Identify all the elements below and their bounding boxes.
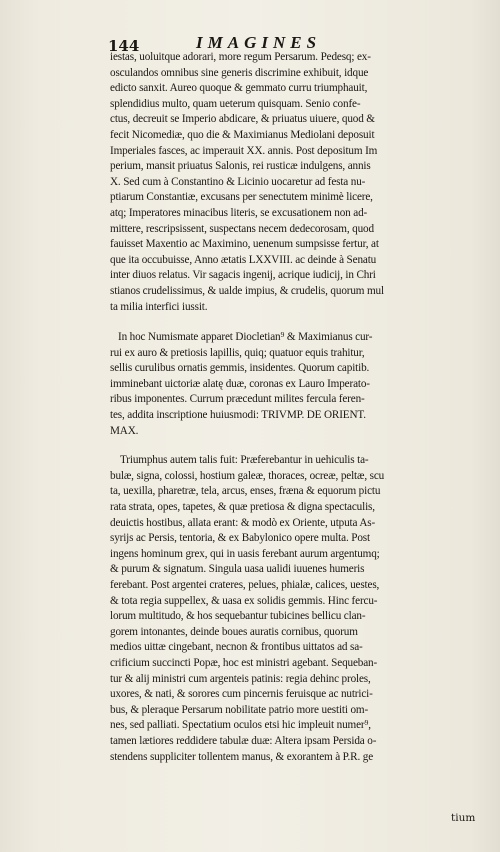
- text-line: deuictis hostibus, allata erant: & modò ex Oriente, utputa As-: [110, 516, 376, 529]
- text-line: ingens hominum grex, qui in uasis ferebant aurum argentumq;: [110, 547, 380, 560]
- text-line: ctus, decreuit se Imperio abdicare, & priuatus uiuere, quod &: [110, 113, 375, 126]
- text-line: fecit Nicomediæ, quo die & Maximianus Mediolani deposuit: [110, 128, 375, 141]
- text-line: iestas, uoluitque adorari, more regum Persarum. Pedesq; ex-: [110, 51, 371, 63]
- text-line: ptiarum Constantiæ, excusans per senectutem minimè licere,: [110, 191, 373, 204]
- text-line: & purum & signatum. Singula uasa ualidi iuuenes humeris: [110, 563, 365, 576]
- paragraph-2: [110, 330, 480, 439]
- paragraph-1: [110, 50, 480, 315]
- text-line: Imperiales fasces, ac imperauit XX. annis. Post depositum Im: [110, 144, 378, 157]
- text-line: perium, mansit priuatus Salonis, rei rusticæ indulgens, annis: [110, 160, 371, 173]
- text-line: stianos crudelissimus, & ualde impius, & crudelis, quorum mul: [110, 284, 384, 297]
- text-line: mittere, rescripsissent, suspectans necem dedecorosam, quod: [110, 222, 374, 235]
- text-line: In hoc Numismate apparet Diocletian⁹ & Maximianus cur-: [118, 331, 373, 344]
- text-line: X. Sed cum à Constantino & Licinio uocaretur ad festa nu-: [110, 175, 366, 188]
- text-line: bus, & pleraque Persarum nobilitate patrio more uestiti om-: [110, 703, 369, 716]
- text-line: bulæ, signa, colossi, hostium galeæ, thoraces, ocreæ, peltæ, scu: [110, 469, 385, 482]
- text-line: rata strata, opes, tapetes, & quæ pretiosa & digna spectaculis,: [110, 501, 375, 514]
- text-line: atq; Imperatores minacibus literis, se excusationem non ad-: [110, 206, 368, 219]
- text-line: ta, uexilla, pharetræ, tela, arcus, enses, fræna & equorum pictu: [110, 485, 381, 498]
- text-line: tur & alij ministri cum argenteis patinis: regia dehinc proles,: [110, 672, 371, 685]
- text-line: & tota regia suppellex, & uasa ex solidis gemmis. Hinc fercu-: [110, 594, 378, 607]
- paragraph-3: [110, 453, 480, 765]
- text-line: inter diuos relatus. Vir sagacis ingenij, acrique iudicij, in Chri: [110, 269, 376, 282]
- text-line: medios uittæ cingebant, necnon & frontibus uittatos ad sa-: [110, 641, 363, 654]
- text-line: splendidius multo, quam ueterum quisquam. Senio confe-: [110, 97, 361, 110]
- text-line: que ita occubuisse, Anno ætatis LXXVIII. ac deinde à Senatu: [110, 253, 377, 266]
- text-line: tes, addita inscriptione huiusmodi: TRIVMP. DE ORIENT.: [110, 409, 366, 422]
- text-line: ribus imponentes. Currum præcedunt milites fercula feren-: [110, 393, 365, 406]
- text-line: ferebant. Post argentei crateres, pelues, phialæ, calices, uestes,: [110, 579, 380, 591]
- text-line: rui ex auro & pretiosis lapillis, quiq; quatuor equis trahitur,: [110, 346, 365, 359]
- text-block: [110, 38, 480, 765]
- text-line: stendens suppliciter tollentem manus, & exorantem à P.R. ge: [110, 750, 374, 763]
- running-head: IMAGINES: [196, 33, 322, 52]
- catchword: tium: [451, 812, 476, 824]
- text-line: crificium succincti Popæ, hoc est ministri agebant. Sequeban-: [110, 656, 378, 669]
- text-line: lorum multitudo, & hos sequebantur tubicines bellicu clan-: [110, 610, 366, 623]
- page-number: 144: [108, 37, 140, 55]
- text-line: edicto sanxit. Aureo quoque & gemmato curru triumphauit,: [110, 82, 368, 95]
- text-line: osculandos omnibus sine generis discrimine exhibuit, idque: [110, 66, 369, 79]
- text-line: imminebant uictoriæ alatę duæ, coronas ex Lauro Imperato-: [110, 377, 370, 390]
- text-line: fauisset Maxentio ac Maximino, uenenum sumpsisse fertur, at: [110, 238, 379, 251]
- text-line: Triumphus autem talis fuit: Præferebantur in uehiculis ta-: [120, 454, 369, 467]
- text-line: uxores, & nati, & sorores cum pincernis feruisque ac nutrici-: [110, 688, 373, 701]
- text-line: sellis curulibus ornatis gemmis, insidentes. Quorum capitib.: [110, 362, 370, 375]
- text-line: tamen lætiores reddidere tabulæ duæ: Altera ipsam Persida o-: [110, 734, 377, 747]
- text-line: ta milia interfici iussit.: [110, 300, 208, 313]
- text-line: syrijs ac Persis, tentoria, & ex Babylonico opere multa. Post: [110, 532, 370, 545]
- text-line: nes, sed palliati. Spectatium oculos etsi hic impleuit numer⁹,: [110, 719, 371, 732]
- text-line: MAX.: [110, 424, 139, 437]
- text-line: gorem intonantes, deinde boues auratis cornibus, quorum: [110, 625, 358, 638]
